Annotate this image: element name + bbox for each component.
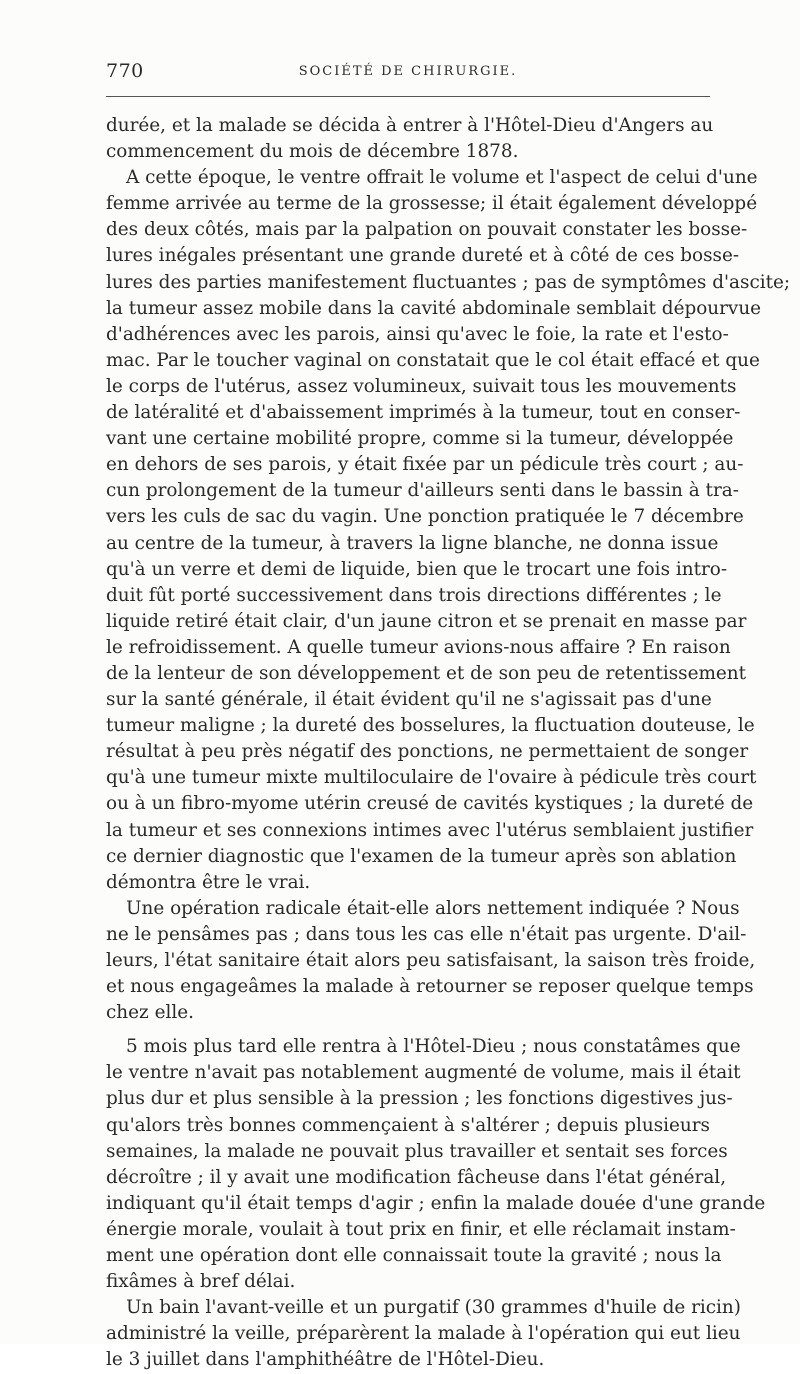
running-head: SOCIÉTÉ DE CHIRURGIE. [298,64,518,79]
text-line: plus dur et plus sensible à la pression ; les fonctions digestives jus- [106,1088,733,1110]
text-line: qu'à une tumeur mixte multiloculaire de l'ovaire à pédicule très court [106,767,757,789]
text-line: le corps de l'utérus, assez volumineux, suivait tous les mouvements [106,375,737,397]
text-line: ne le pensâmes pas ; dans tous les cas elle n'était pas urgente. D'ail- [106,923,747,945]
page-header [106,60,710,88]
text-line: mac. Par le toucher vaginal on constatait que le col était effacé et que [106,349,760,371]
text-line: des deux côtés, mais par la palpation on pouvait constater les bosse- [106,219,748,241]
text-line: la tumeur assez mobile dans la cavité abdominale semblait dépourvue [106,297,762,319]
text-line: commencement du mois de décembre 1878. [106,141,519,163]
text-line: ment une opération dont elle connaissait toute la gravité ; nous la [106,1245,722,1267]
text-line: le 3 juillet dans l'amphithéâtre de l'Hôtel-Dieu. [106,1349,545,1371]
text-line: lures inégales présentant une grande dureté et à côté de ces bosse- [106,245,740,267]
text-line: et nous engageâmes la malade à retourner se reposer quelque temps [106,976,754,998]
header-rule [106,96,710,97]
text-line: fixâmes à bref délai. [106,1271,296,1293]
text-line: tumeur maligne ; la dureté des bosselures, la fluctuation douteuse, le [106,715,755,737]
text-line: la tumeur et ses connexions intimes avec l'utérus semblaient justifier [106,819,754,841]
text-line: Une opération radicale était-elle alors nettement indiquée ? Nous [126,897,740,919]
text-line: cun prolongement de la tumeur d'ailleurs senti dans le bassin à tra- [106,480,739,502]
text-line: démontra être le vrai. [106,871,311,893]
text-line: énergie morale, voulait à tout prix en finir, et elle réclamait instam- [106,1218,736,1240]
text-line: de latéralité et d'abaissement imprimés à la tumeur, tout en conser- [106,402,741,424]
text-line: de la lenteur de son développement et de son peu de retentissement [106,662,747,684]
text-line: le ventre n'avait pas notablement augmenté de volume, mais il était [106,1062,741,1084]
text-line: sur la santé générale, il était évident qu'il ne s'agissait pas d'une [106,689,712,711]
text-line: en dehors de ses parois, y était fixée par un pédicule très court ; au- [106,454,744,476]
text-line: durée, et la malade se décida à entrer à l'Hôtel-Dieu d'Angers au [106,115,714,136]
text-line: chez elle. [106,1002,194,1024]
body-text [106,113,791,1374]
text-line: semaines, la malade ne pouvait plus travailler et sentait ses forces [106,1140,728,1162]
text-line: qu'alors très bonnes commençaient à s'altérer ; depuis plusieurs [106,1114,710,1136]
text-line: A cette époque, le ventre offrait le volume et l'aspect de celui d'une [126,167,758,189]
text-line: vant une certaine mobilité propre, comme si la tumeur, développée [106,428,734,450]
text-line: leurs, l'état sanitaire était alors peu satisfaisant, la saison très froide, [106,950,756,971]
text-line: le refroidissement. A quelle tumeur avions-nous affaire ? En raison [106,636,731,658]
text-line: femme arrivée au terme de la grossesse; il était également développé [106,193,758,215]
text-line: Un bain l'avant-veille et un purgatif (30 grammes d'huile de ricin) [126,1297,741,1319]
text-line: administré la veille, préparèrent la malade à l'opération qui eut lieu [106,1323,741,1345]
text-line: indiquant qu'il était temps d'agir ; enfin la malade douée d'une grande [106,1192,766,1214]
paragraph-gap [106,1026,710,1034]
text-line: ou à un fibro-myome utérin creusé de cavités kystiques ; la dureté de [106,793,754,815]
text-line: au centre de la tumeur, à travers la ligne blanche, ne donna issue [106,532,719,554]
text-line: ce dernier diagnostic que l'examen de la tumeur après son ablation [106,845,737,867]
text-line: qu'à un verre et demi de liquide, bien que le trocart une fois intro- [106,558,728,580]
text-line: 5 mois plus tard elle rentra à l'Hôtel-Dieu ; nous constatâmes que [126,1036,741,1058]
page-number: 770 [106,60,144,82]
text-line: d'adhérences avec les parois, ainsi qu'avec le foie, la rate et l'esto- [106,323,729,345]
text-line: lures des parties manifestement fluctuantes ; pas de symptômes d'ascite; [106,271,791,293]
text-line: duit fût porté successivement dans trois directions différentes ; le [106,584,722,606]
text-line: liquide retiré était clair, d'un jaune citron et se prenait en masse par [106,610,747,632]
text-line: vers les culs de sac du vagin. Une ponction pratiquée le 7 décembre [106,506,744,528]
text-line: décroître ; il y avait une modification fâcheuse dans l'état général, [106,1166,727,1188]
text-line: résultat à peu près négatif des ponctions, ne permettaient de songer [106,741,749,763]
